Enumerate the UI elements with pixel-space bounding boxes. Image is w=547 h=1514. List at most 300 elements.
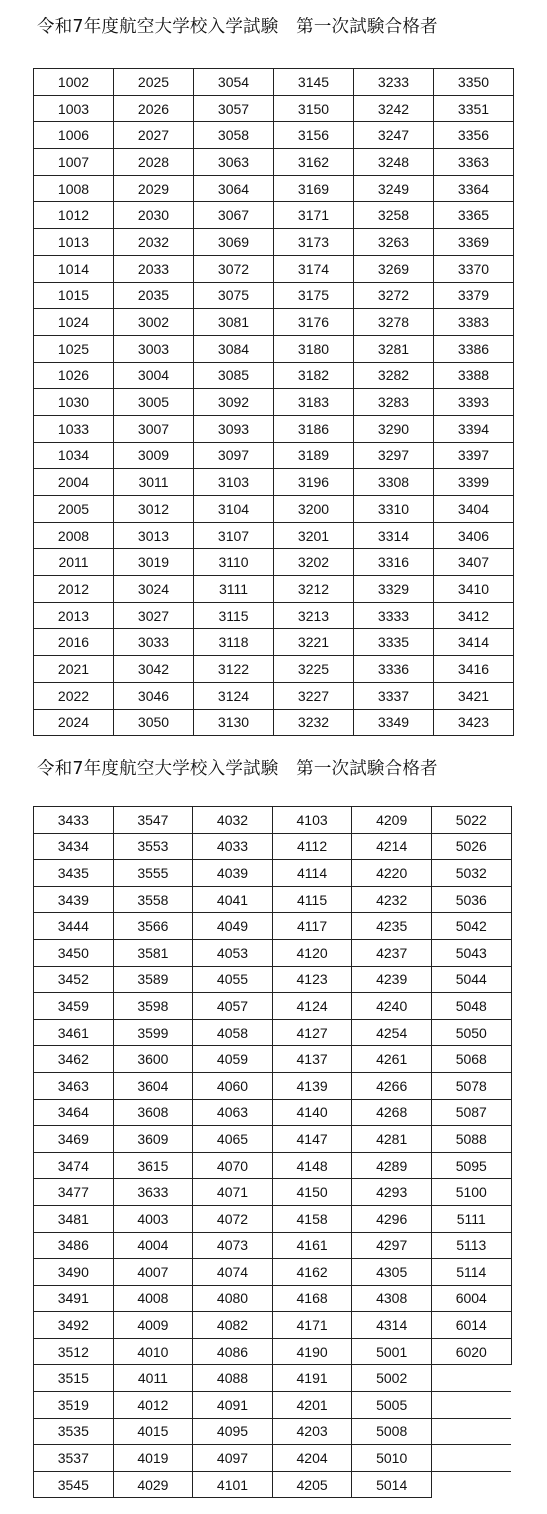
candidate-number-cell: 3196 [274, 469, 354, 496]
candidate-number-cell: 5008 [352, 1418, 432, 1445]
candidate-number-cell: 6020 [431, 1338, 511, 1365]
candidate-number-cell: 4289 [352, 1152, 432, 1179]
candidate-number-cell: 4137 [272, 1046, 352, 1073]
candidate-number-cell: 2033 [114, 255, 194, 282]
candidate-number-cell: 3393 [434, 389, 514, 416]
candidate-number-cell [431, 1365, 511, 1392]
candidate-number-cell: 4281 [352, 1126, 432, 1153]
candidate-number-cell: 1025 [34, 335, 114, 362]
candidate-number-cell: 3174 [274, 255, 354, 282]
candidate-number-cell: 3104 [194, 496, 274, 523]
candidate-number-cell: 3407 [434, 549, 514, 576]
candidate-number-cell: 3225 [274, 656, 354, 683]
page-title-continued: 令和7年度航空大学校入学試験 第一次試験合格者 [37, 759, 438, 779]
candidate-number-cell: 3491 [34, 1285, 114, 1312]
candidate-number-cell: 3450 [34, 939, 114, 966]
candidate-number-cell: 3212 [274, 576, 354, 603]
candidate-number-cell: 4039 [193, 860, 273, 887]
candidate-number-cell: 3404 [434, 496, 514, 523]
candidate-number-cell: 4073 [193, 1232, 273, 1259]
table-row [34, 1019, 512, 1046]
candidate-number-cell: 4235 [352, 913, 432, 940]
candidate-number-cell: 5001 [352, 1338, 432, 1365]
candidate-number-cell: 3012 [114, 496, 194, 523]
table-row [34, 282, 514, 309]
table-row [34, 95, 514, 122]
candidate-number-cell: 3042 [114, 656, 194, 683]
candidate-number-cell: 3169 [274, 175, 354, 202]
candidate-number-cell: 3633 [113, 1179, 193, 1206]
candidate-number-cell: 4032 [193, 807, 273, 834]
candidate-number-cell: 2021 [34, 656, 114, 683]
candidate-number-cell: 3004 [114, 362, 194, 389]
candidate-number-cell: 3081 [194, 309, 274, 336]
candidate-number-cell: 5078 [431, 1072, 511, 1099]
candidate-number-cell: 4314 [352, 1312, 432, 1339]
candidate-number-cell: 2016 [34, 629, 114, 656]
candidate-number-cell: 3363 [434, 149, 514, 176]
table-row [34, 175, 514, 202]
candidate-number-cell: 2011 [34, 549, 114, 576]
candidate-number-cell: 4053 [193, 939, 273, 966]
candidate-number-cell: 2028 [114, 149, 194, 176]
candidate-number-cell: 5005 [352, 1392, 432, 1419]
candidate-number-cell: 3350 [434, 69, 514, 96]
candidate-number-cell: 5026 [431, 833, 511, 860]
results-table-2 [33, 806, 512, 1498]
candidate-number-cell: 4305 [352, 1259, 432, 1286]
candidate-number-cell: 2012 [34, 576, 114, 603]
table-row [34, 966, 512, 993]
candidate-number-cell: 1026 [34, 362, 114, 389]
candidate-number-cell: 4004 [113, 1232, 193, 1259]
candidate-number-cell: 3232 [274, 709, 354, 736]
candidate-number-cell: 4214 [352, 833, 432, 860]
candidate-number-cell: 3314 [354, 522, 434, 549]
candidate-number-cell: 3558 [113, 886, 193, 913]
candidate-number-cell: 4080 [193, 1285, 273, 1312]
candidate-number-cell: 3316 [354, 549, 434, 576]
candidate-number-cell: 3156 [274, 122, 354, 149]
candidate-number-cell: 4033 [193, 833, 273, 860]
candidate-number-cell: 3092 [194, 389, 274, 416]
candidate-number-cell: 3186 [274, 415, 354, 442]
candidate-number-cell: 3600 [113, 1046, 193, 1073]
candidate-number-cell: 4120 [272, 939, 352, 966]
table-row [34, 1285, 512, 1312]
table-row [34, 122, 514, 149]
candidate-number-cell: 2024 [34, 709, 114, 736]
candidate-number-cell: 3397 [434, 442, 514, 469]
candidate-number-cell: 3227 [274, 682, 354, 709]
candidate-number-cell: 3512 [34, 1338, 114, 1365]
table-row [34, 1312, 512, 1339]
candidate-number-cell: 3439 [34, 886, 114, 913]
candidate-number-cell: 3383 [434, 309, 514, 336]
candidate-number-cell: 3248 [354, 149, 434, 176]
candidate-number-cell [431, 1418, 511, 1445]
candidate-number-cell: 4115 [272, 886, 352, 913]
table-row [34, 1205, 512, 1232]
candidate-number-cell: 4007 [113, 1259, 193, 1286]
candidate-number-cell: 3349 [354, 709, 434, 736]
candidate-number-cell: 2005 [34, 496, 114, 523]
candidate-number-cell: 4237 [352, 939, 432, 966]
candidate-number-cell: 3084 [194, 335, 274, 362]
candidate-number-cell: 4065 [193, 1126, 273, 1153]
table-row [34, 1418, 512, 1445]
candidate-number-cell: 3464 [34, 1099, 114, 1126]
candidate-number-cell: 5042 [431, 913, 511, 940]
candidate-number-cell: 4057 [193, 993, 273, 1020]
candidate-number-cell: 5036 [431, 886, 511, 913]
table-row [34, 415, 514, 442]
candidate-number-cell: 3171 [274, 202, 354, 229]
candidate-number-cell: 4071 [193, 1179, 273, 1206]
candidate-number-cell: 1033 [34, 415, 114, 442]
candidate-number-cell: 1007 [34, 149, 114, 176]
candidate-number-cell: 4060 [193, 1072, 273, 1099]
candidate-number-cell: 5044 [431, 966, 511, 993]
table-row [34, 682, 514, 709]
candidate-number-cell: 3115 [194, 602, 274, 629]
candidate-number-cell: 5087 [431, 1099, 511, 1126]
candidate-number-cell: 3394 [434, 415, 514, 442]
candidate-number-cell: 4127 [272, 1019, 352, 1046]
candidate-number-cell: 3269 [354, 255, 434, 282]
candidate-number-cell: 3024 [114, 576, 194, 603]
candidate-number-cell: 3075 [194, 282, 274, 309]
candidate-number-cell: 4070 [193, 1152, 273, 1179]
candidate-number-cell: 3063 [194, 149, 274, 176]
candidate-number-cell: 3011 [114, 469, 194, 496]
table-row [34, 629, 514, 656]
candidate-number-cell: 3242 [354, 95, 434, 122]
table-row [34, 807, 512, 834]
candidate-number-cell: 5032 [431, 860, 511, 887]
candidate-number-cell: 3118 [194, 629, 274, 656]
table-row [34, 1126, 512, 1153]
candidate-number-cell: 3180 [274, 335, 354, 362]
candidate-number-cell: 2008 [34, 522, 114, 549]
candidate-number-cell: 3333 [354, 602, 434, 629]
candidate-number-cell: 3283 [354, 389, 434, 416]
candidate-number-cell: 3282 [354, 362, 434, 389]
candidate-number-cell: 3615 [113, 1152, 193, 1179]
candidate-number-cell: 4191 [272, 1365, 352, 1392]
table-row [34, 496, 514, 523]
candidate-number-cell: 4296 [352, 1205, 432, 1232]
candidate-number-cell: 3519 [34, 1392, 114, 1419]
candidate-number-cell: 4055 [193, 966, 273, 993]
table-row [34, 1232, 512, 1259]
candidate-number-cell: 3111 [194, 576, 274, 603]
table-row [34, 335, 514, 362]
candidate-number-cell: 3085 [194, 362, 274, 389]
candidate-number-cell: 5111 [431, 1205, 511, 1232]
candidate-number-cell: 3486 [34, 1232, 114, 1259]
candidate-number-cell: 4190 [272, 1338, 352, 1365]
candidate-number-cell: 3027 [114, 602, 194, 629]
candidate-number-cell: 4139 [272, 1072, 352, 1099]
candidate-number-cell: 3175 [274, 282, 354, 309]
candidate-number-cell: 4147 [272, 1126, 352, 1153]
candidate-number-cell: 3336 [354, 656, 434, 683]
candidate-number-cell: 3463 [34, 1072, 114, 1099]
table-row [34, 255, 514, 282]
candidate-number-cell: 4101 [193, 1471, 273, 1498]
candidate-number-cell: 3130 [194, 709, 274, 736]
candidate-number-cell [431, 1392, 511, 1419]
candidate-number-cell: 3452 [34, 966, 114, 993]
candidate-number-cell: 1003 [34, 95, 114, 122]
candidate-number-cell: 2029 [114, 175, 194, 202]
candidate-number-cell: 3019 [114, 549, 194, 576]
table-row [34, 309, 514, 336]
candidate-number-cell: 1034 [34, 442, 114, 469]
candidate-number-cell: 4293 [352, 1179, 432, 1206]
table-row [34, 69, 514, 96]
candidate-number-cell: 1013 [34, 229, 114, 256]
candidate-number-cell: 2030 [114, 202, 194, 229]
table-row [34, 1338, 512, 1365]
candidate-number-cell: 5014 [352, 1471, 432, 1498]
table-row [34, 469, 514, 496]
candidate-number-cell: 2025 [114, 69, 194, 96]
candidate-number-cell: 4059 [193, 1046, 273, 1073]
candidate-number-cell: 4097 [193, 1445, 273, 1472]
table-row [34, 913, 512, 940]
table-row [34, 1471, 512, 1498]
table-row [34, 1152, 512, 1179]
candidate-number-cell: 6004 [431, 1285, 511, 1312]
candidate-number-cell: 3599 [113, 1019, 193, 1046]
candidate-number-cell: 4009 [113, 1312, 193, 1339]
candidate-number-cell: 4123 [272, 966, 352, 993]
candidate-number-cell: 3173 [274, 229, 354, 256]
candidate-number-cell: 1024 [34, 309, 114, 336]
candidate-number-cell: 4268 [352, 1099, 432, 1126]
candidate-number-cell: 3097 [194, 442, 274, 469]
candidate-number-cell: 3278 [354, 309, 434, 336]
candidate-number-cell: 3200 [274, 496, 354, 523]
candidate-number-cell: 5114 [431, 1259, 511, 1286]
candidate-number-cell: 3013 [114, 522, 194, 549]
candidate-number-cell: 4074 [193, 1259, 273, 1286]
candidate-number-cell: 4063 [193, 1099, 273, 1126]
candidate-number-cell: 4058 [193, 1019, 273, 1046]
candidate-number-cell [431, 1471, 511, 1498]
candidate-number-cell: 3553 [113, 833, 193, 860]
candidate-number-cell: 3202 [274, 549, 354, 576]
candidate-number-cell: 4297 [352, 1232, 432, 1259]
candidate-number-cell: 3329 [354, 576, 434, 603]
candidate-number-cell: 3406 [434, 522, 514, 549]
candidate-number-cell: 3369 [434, 229, 514, 256]
candidate-number-cell: 3351 [434, 95, 514, 122]
candidate-number-cell: 3434 [34, 833, 114, 860]
candidate-number-cell: 4239 [352, 966, 432, 993]
candidate-number-cell: 3009 [114, 442, 194, 469]
candidate-number-cell: 1012 [34, 202, 114, 229]
candidate-number-cell: 2004 [34, 469, 114, 496]
candidate-number-cell: 4088 [193, 1365, 273, 1392]
candidate-number-cell: 3103 [194, 469, 274, 496]
candidate-number-cell: 3249 [354, 175, 434, 202]
candidate-number-cell: 3399 [434, 469, 514, 496]
candidate-number-cell: 3046 [114, 682, 194, 709]
candidate-number-cell: 1030 [34, 389, 114, 416]
table-row [34, 1365, 512, 1392]
candidate-number-cell: 3356 [434, 122, 514, 149]
candidate-number-cell: 3007 [114, 415, 194, 442]
candidate-number-cell: 4209 [352, 807, 432, 834]
candidate-number-cell: 2035 [114, 282, 194, 309]
candidate-number-cell: 4091 [193, 1392, 273, 1419]
candidate-number-cell: 3247 [354, 122, 434, 149]
candidate-number-cell: 3263 [354, 229, 434, 256]
table-row [34, 389, 514, 416]
candidate-number-cell: 5043 [431, 939, 511, 966]
candidate-number-cell: 3335 [354, 629, 434, 656]
candidate-number-cell [431, 1445, 511, 1472]
candidate-number-cell: 3435 [34, 860, 114, 887]
candidate-number-cell: 5100 [431, 1179, 511, 1206]
table-row [34, 602, 514, 629]
candidate-number-cell: 4162 [272, 1259, 352, 1286]
candidate-number-cell: 4015 [113, 1418, 193, 1445]
candidate-number-cell: 3150 [274, 95, 354, 122]
candidate-number-cell: 2026 [114, 95, 194, 122]
candidate-number-cell: 4124 [272, 993, 352, 1020]
table-row [34, 833, 512, 860]
candidate-number-cell: 3201 [274, 522, 354, 549]
candidate-number-cell: 4204 [272, 1445, 352, 1472]
candidate-number-cell: 5113 [431, 1232, 511, 1259]
candidate-number-cell: 3064 [194, 175, 274, 202]
table-row [34, 576, 514, 603]
candidate-number-cell: 1002 [34, 69, 114, 96]
candidate-number-cell: 4072 [193, 1205, 273, 1232]
candidate-number-cell: 5002 [352, 1365, 432, 1392]
candidate-number-cell: 5022 [431, 807, 511, 834]
candidate-number-cell: 3421 [434, 682, 514, 709]
candidate-number-cell: 3535 [34, 1418, 114, 1445]
candidate-number-cell: 4012 [113, 1392, 193, 1419]
table-row [34, 860, 512, 887]
candidate-number-cell: 3547 [113, 807, 193, 834]
candidate-number-cell: 4082 [193, 1312, 273, 1339]
candidate-number-cell: 3124 [194, 682, 274, 709]
candidate-number-cell: 3555 [113, 860, 193, 887]
candidate-number-cell: 4161 [272, 1232, 352, 1259]
candidate-number-cell: 3386 [434, 335, 514, 362]
candidate-number-cell: 3604 [113, 1072, 193, 1099]
table-row [34, 939, 512, 966]
candidate-number-cell: 3221 [274, 629, 354, 656]
candidate-number-cell: 4261 [352, 1046, 432, 1073]
candidate-number-cell: 3110 [194, 549, 274, 576]
table-row [34, 442, 514, 469]
table-row [34, 709, 514, 736]
page-title: 令和7年度航空大学校入学試験 第一次試験合格者 [37, 17, 438, 37]
candidate-number-cell: 3122 [194, 656, 274, 683]
results-table-1 [33, 68, 514, 736]
candidate-number-cell: 3093 [194, 415, 274, 442]
candidate-number-cell: 3433 [34, 807, 114, 834]
table-row [34, 1445, 512, 1472]
candidate-number-cell: 3581 [113, 939, 193, 966]
table-row [34, 229, 514, 256]
candidate-number-cell: 4220 [352, 860, 432, 887]
candidate-number-cell: 3388 [434, 362, 514, 389]
table-row [34, 1392, 512, 1419]
candidate-number-cell: 3337 [354, 682, 434, 709]
candidate-number-cell: 5010 [352, 1445, 432, 1472]
candidate-number-cell: 3609 [113, 1126, 193, 1153]
candidate-number-cell: 1015 [34, 282, 114, 309]
candidate-number-cell: 3054 [194, 69, 274, 96]
candidate-number-cell: 3213 [274, 602, 354, 629]
candidate-number-cell: 3365 [434, 202, 514, 229]
candidate-number-cell: 3297 [354, 442, 434, 469]
candidate-number-cell: 4019 [113, 1445, 193, 1472]
candidate-number-cell: 4232 [352, 886, 432, 913]
candidate-number-cell: 3272 [354, 282, 434, 309]
candidate-number-cell: 3002 [114, 309, 194, 336]
candidate-number-cell: 3414 [434, 629, 514, 656]
candidate-number-cell: 3444 [34, 913, 114, 940]
candidate-number-cell: 3189 [274, 442, 354, 469]
candidate-number-cell: 3281 [354, 335, 434, 362]
candidate-number-cell: 5068 [431, 1046, 511, 1073]
candidate-number-cell: 2013 [34, 602, 114, 629]
candidate-number-cell: 3410 [434, 576, 514, 603]
candidate-number-cell: 4011 [113, 1365, 193, 1392]
candidate-number-cell: 4114 [272, 860, 352, 887]
candidate-number-cell: 3461 [34, 1019, 114, 1046]
candidate-number-cell: 2022 [34, 682, 114, 709]
candidate-number-cell: 1008 [34, 175, 114, 202]
candidate-number-cell: 4010 [113, 1338, 193, 1365]
candidate-number-cell: 5048 [431, 993, 511, 1020]
candidate-number-cell: 1014 [34, 255, 114, 282]
candidate-number-cell: 4029 [113, 1471, 193, 1498]
candidate-number-cell: 4049 [193, 913, 273, 940]
candidate-number-cell: 3469 [34, 1126, 114, 1153]
table-row [34, 1259, 512, 1286]
candidate-number-cell: 2027 [114, 122, 194, 149]
table-row [34, 549, 514, 576]
candidate-number-cell: 3162 [274, 149, 354, 176]
candidate-number-cell: 5050 [431, 1019, 511, 1046]
candidate-number-cell: 3258 [354, 202, 434, 229]
candidate-number-cell: 3145 [274, 69, 354, 96]
table-row [34, 522, 514, 549]
candidate-number-cell: 5095 [431, 1152, 511, 1179]
candidate-number-cell: 3233 [354, 69, 434, 96]
table-row [34, 656, 514, 683]
candidate-number-cell: 3537 [34, 1445, 114, 1472]
candidate-number-cell: 3072 [194, 255, 274, 282]
table-row [34, 1099, 512, 1126]
candidate-number-cell: 4266 [352, 1072, 432, 1099]
candidate-number-cell: 3474 [34, 1152, 114, 1179]
candidate-number-cell: 4205 [272, 1471, 352, 1498]
candidate-number-cell: 3005 [114, 389, 194, 416]
candidate-number-cell: 4168 [272, 1285, 352, 1312]
candidate-number-cell: 6014 [431, 1312, 511, 1339]
